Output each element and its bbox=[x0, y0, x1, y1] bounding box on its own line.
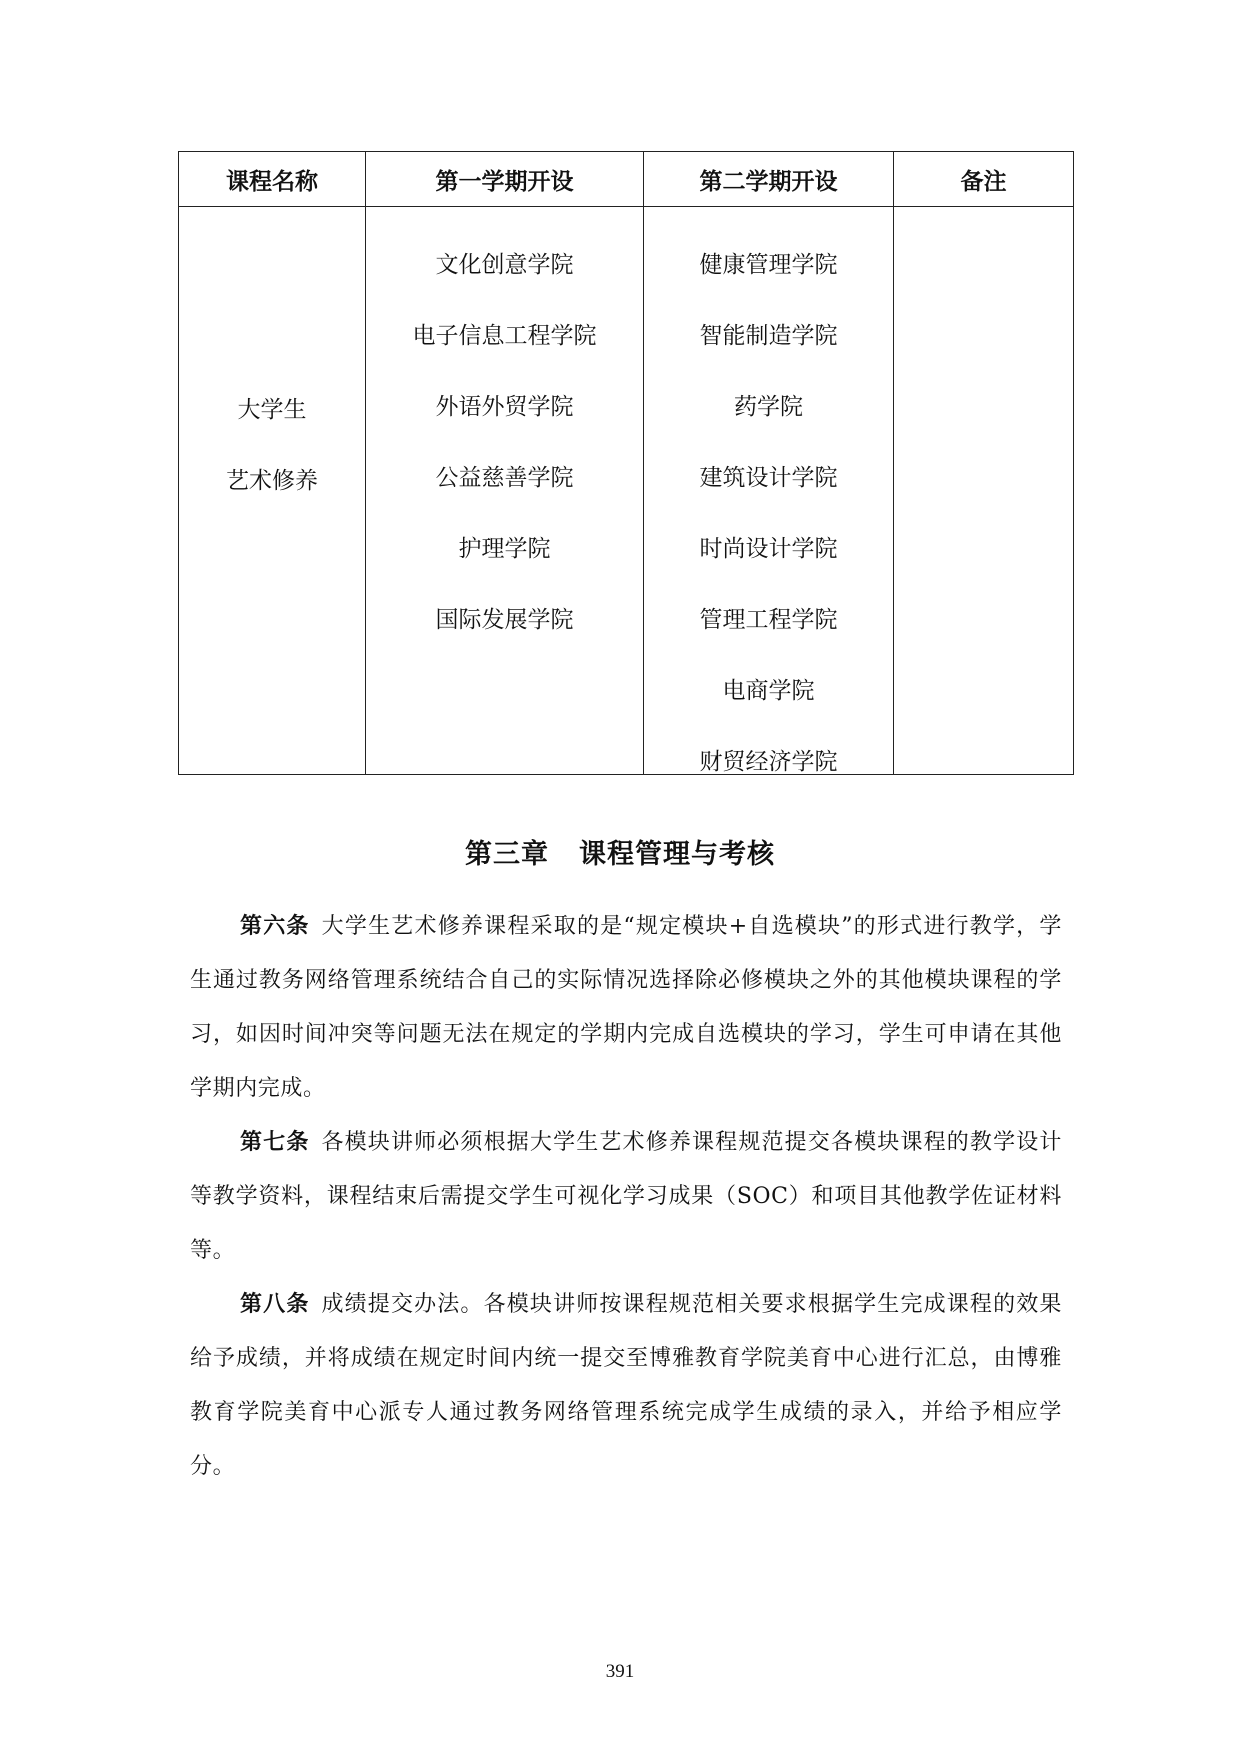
first-semester-college: 护理学院 bbox=[458, 536, 551, 562]
article-text: 大学生艺术修养课程采取的是“规定模块+自选模块”的形式进行教学，学生通过教务网络管理系统结合自己的实际情况选择除必修模块之外的其他模块课程的学习，如因时间冲突等问题无法在规定的学期内完成自选模块的学习，学生可申请在其他学期内完成。 bbox=[190, 914, 1062, 1101]
article-text: 成绩提交办法。各模块讲师按课程规范相关要求根据学生完成课程的效果给予成绩，并将成绩在规定时间内统一提交至博雅教育学院美育中心进行汇总，由博雅教育学院美育中心派专人通过教务网络管理系统完成学生成绩的录入，并给予相应学分。 bbox=[190, 1292, 1062, 1479]
first-semester-college: 外语外贸学院 bbox=[435, 394, 574, 420]
article-label: 第七条 bbox=[240, 1130, 310, 1155]
chapter-heading bbox=[0, 832, 1240, 871]
second-semester-college: 药学院 bbox=[734, 394, 803, 420]
second-semester-college: 时尚设计学院 bbox=[699, 536, 838, 562]
table-header-row bbox=[179, 152, 1074, 207]
second-semester-college: 财贸经济学院 bbox=[699, 749, 838, 775]
course-name-line: 艺术修养 bbox=[226, 467, 318, 494]
article-paragraph bbox=[190, 1116, 1062, 1278]
second-semester-college: 电商学院 bbox=[722, 678, 815, 704]
second-semester-college: 管理工程学院 bbox=[699, 607, 838, 633]
course-name-cell bbox=[179, 207, 366, 775]
second-semester-college: 智能制造学院 bbox=[699, 323, 838, 349]
second-semester-college: 健康管理学院 bbox=[699, 252, 838, 278]
header-second-semester: 第二学期开设 bbox=[644, 152, 894, 207]
articles-section bbox=[190, 900, 1062, 1494]
table-row bbox=[179, 207, 1074, 775]
article-paragraph bbox=[190, 1278, 1062, 1494]
header-first-semester: 第一学期开设 bbox=[366, 152, 644, 207]
article-paragraph bbox=[190, 900, 1062, 1116]
second-semester-cell bbox=[644, 207, 894, 775]
chapter-title: 课程管理与考核 bbox=[579, 839, 775, 870]
first-semester-college: 文化创意学院 bbox=[435, 252, 574, 278]
page-number: 391 bbox=[605, 1661, 635, 1682]
first-semester-college: 公益慈善学院 bbox=[435, 465, 574, 491]
header-remarks: 备注 bbox=[894, 152, 1074, 207]
article-label: 第六条 bbox=[240, 914, 310, 939]
first-semester-college: 国际发展学院 bbox=[435, 607, 574, 633]
first-semester-college: 电子信息工程学院 bbox=[412, 323, 597, 349]
course-schedule-table bbox=[178, 151, 1074, 775]
article-label: 第八条 bbox=[240, 1292, 310, 1317]
first-semester-cell bbox=[366, 207, 644, 775]
article-text: 各模块讲师必须根据大学生艺术修养课程规范提交各模块课程的教学设计等教学资料，课程结束后需提交学生可视化学习成果（SOC）和项目其他教学佐证材料等。 bbox=[190, 1130, 1062, 1263]
chapter-number: 第三章 bbox=[465, 839, 549, 870]
header-course-name: 课程名称 bbox=[179, 152, 366, 207]
second-semester-college: 建筑设计学院 bbox=[699, 465, 838, 491]
remarks-cell bbox=[894, 207, 1074, 775]
course-name-line: 大学生 bbox=[237, 396, 307, 423]
